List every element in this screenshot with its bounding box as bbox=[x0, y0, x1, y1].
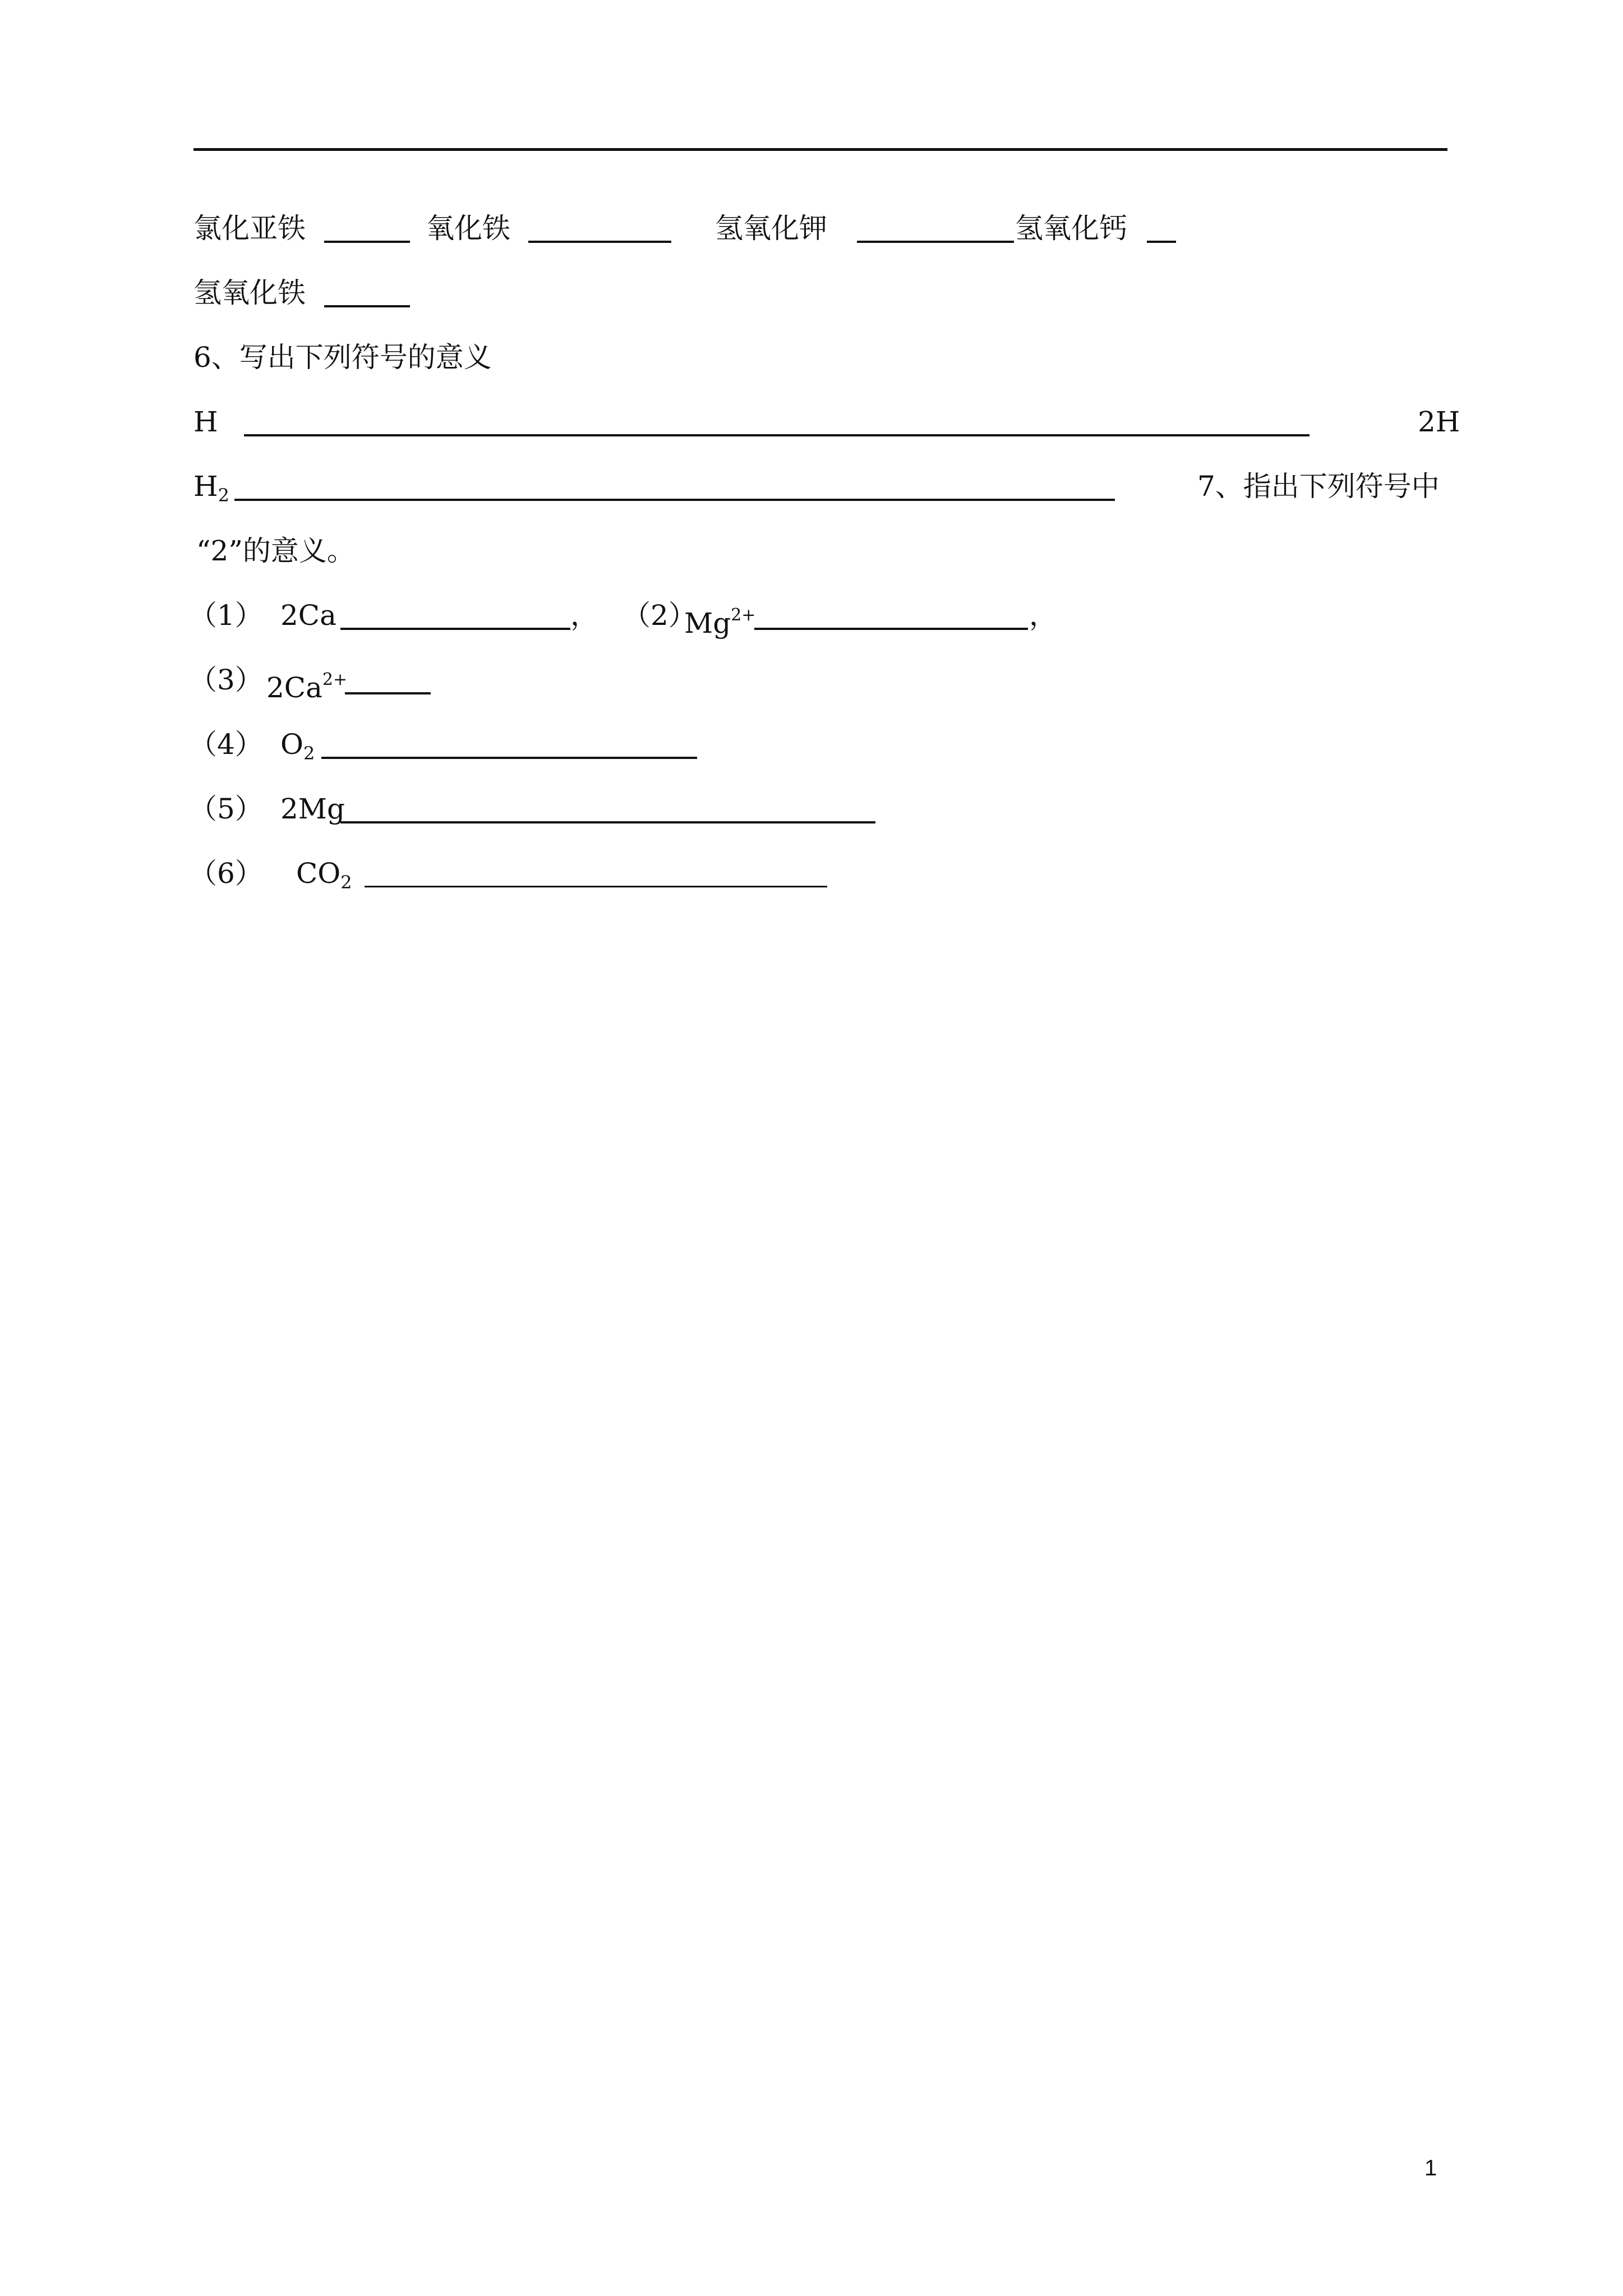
q6-blank-h[interactable] bbox=[244, 434, 1310, 436]
q7-item-5-symbol: 2Mg bbox=[280, 793, 345, 825]
q7-item-1-symbol: 2Ca bbox=[280, 599, 336, 632]
q7-title-part1: 7、指出下列符号中 bbox=[1197, 470, 1440, 503]
q7-item-3-symbol-base: 2Ca bbox=[266, 671, 322, 704]
q7-item-2-superscript: 2+ bbox=[731, 605, 756, 625]
q6-row-h2 bbox=[193, 464, 1447, 509]
q5-row-2 bbox=[193, 270, 1447, 315]
q7-item-1-separator: ， bbox=[570, 599, 598, 632]
q7-row-6 bbox=[189, 851, 1447, 896]
q5-row-1 bbox=[193, 206, 1447, 251]
header-rule bbox=[193, 148, 1447, 151]
q7-row-5 bbox=[189, 786, 1447, 831]
q5-label-calcium-hydroxide: 氢氧化钙 bbox=[1015, 212, 1127, 245]
q6-symbol-h2-base: H bbox=[193, 470, 218, 503]
q6-symbol-h2 bbox=[193, 464, 229, 518]
q5-label-ferric-oxide: 氧化铁 bbox=[426, 212, 510, 245]
q7-item-4-subscript: 2 bbox=[303, 743, 315, 764]
q7-item-2-symbol-base: Mg bbox=[684, 607, 731, 639]
q7-item-5-blank[interactable] bbox=[340, 821, 875, 823]
q6-row-h bbox=[193, 399, 1460, 444]
q6-symbol-h2-subscript: 2 bbox=[218, 485, 229, 506]
q6-symbol-2h: 2H bbox=[1418, 406, 1460, 438]
q7-item-2-symbol bbox=[684, 593, 755, 646]
q7-item-6-symbol bbox=[296, 851, 352, 905]
q7-item-6-number: （6） bbox=[189, 857, 263, 890]
q7-item-1-number: （1） bbox=[189, 599, 263, 632]
q5-label-potassium-hydroxide: 氢氧化钾 bbox=[715, 212, 827, 245]
q6-title-row bbox=[193, 335, 1447, 380]
q7-row-1 bbox=[189, 593, 1447, 639]
q5-blank-potassium-hydroxide[interactable] bbox=[857, 241, 1014, 243]
q7-item-4-number: （4） bbox=[189, 728, 263, 761]
q7-title-row bbox=[193, 528, 1447, 573]
q7-item-3-symbol bbox=[266, 657, 347, 710]
q6-symbol-h: H bbox=[193, 406, 218, 438]
q7-item-4-blank[interactable] bbox=[321, 757, 697, 759]
q7-item-5-number: （5） bbox=[189, 793, 263, 825]
q7-item-6-blank[interactable] bbox=[365, 886, 827, 887]
q5-blank-ferric-hydroxide[interactable] bbox=[324, 305, 410, 307]
q7-item-3-blank[interactable] bbox=[345, 692, 431, 694]
q7-item-2-number: （2） bbox=[623, 599, 697, 632]
q7-item-4-symbol bbox=[280, 722, 315, 776]
q7-item-2-separator: ， bbox=[1029, 599, 1057, 632]
q5-blank-ferric-oxide[interactable] bbox=[528, 241, 671, 243]
q7-item-6-subscript: 2 bbox=[340, 872, 352, 893]
q7-item-1-blank[interactable] bbox=[340, 628, 570, 630]
page-number: 1 bbox=[1424, 2156, 1437, 2180]
q6-blank-h2[interactable] bbox=[234, 499, 1115, 501]
q6-title: 6、写出下列符号的意义 bbox=[193, 341, 492, 374]
q5-blank-calcium-hydroxide[interactable] bbox=[1147, 241, 1176, 243]
q7-item-6-symbol-base: CO bbox=[296, 857, 341, 890]
q5-label-ferrous-chloride: 氯化亚铁 bbox=[193, 212, 306, 245]
q7-item-3-superscript: 2+ bbox=[322, 670, 348, 689]
q7-item-3-number: （3） bbox=[189, 664, 263, 696]
q7-item-4-symbol-base: O bbox=[280, 728, 303, 761]
q7-item-2-blank[interactable] bbox=[754, 628, 1028, 630]
q7-row-4 bbox=[189, 722, 1447, 767]
q5-label-ferric-hydroxide: 氢氧化铁 bbox=[193, 277, 306, 309]
q7-title-part2: “2”的意义。 bbox=[196, 535, 355, 567]
q5-blank-ferrous-chloride[interactable] bbox=[324, 241, 410, 243]
q7-row-3 bbox=[189, 657, 1447, 704]
